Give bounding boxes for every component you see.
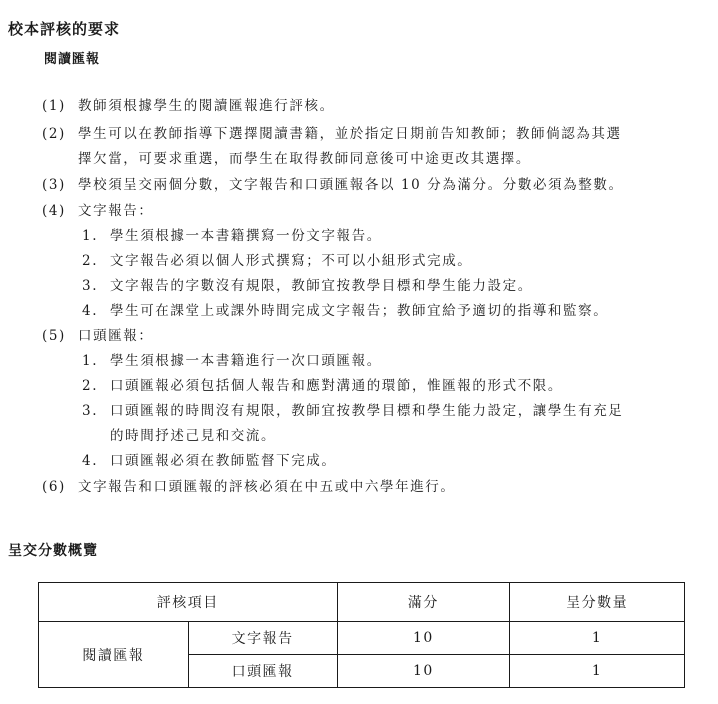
header-item: 評核項目	[39, 583, 338, 622]
full-marks-cell: 10	[337, 655, 510, 688]
table-row	[39, 622, 685, 655]
count-cell: 1	[510, 655, 685, 688]
header-count: 呈分數量	[510, 583, 685, 622]
item-cell: 口頭匯報	[188, 655, 337, 688]
count-cell: 1	[510, 622, 685, 655]
item-cell: 文字報告	[188, 622, 337, 655]
header-full-marks: 滿分	[337, 583, 510, 622]
table-header-row	[39, 583, 685, 622]
score-summary-table	[38, 582, 685, 688]
section-heading: 校本評核的要求	[8, 20, 121, 38]
group-cell: 閱讀匯報	[39, 622, 189, 688]
summary-heading: 呈交分數概覽	[8, 543, 98, 559]
full-marks-cell: 10	[337, 622, 510, 655]
subsection-heading: 閱讀匯報	[44, 52, 101, 67]
